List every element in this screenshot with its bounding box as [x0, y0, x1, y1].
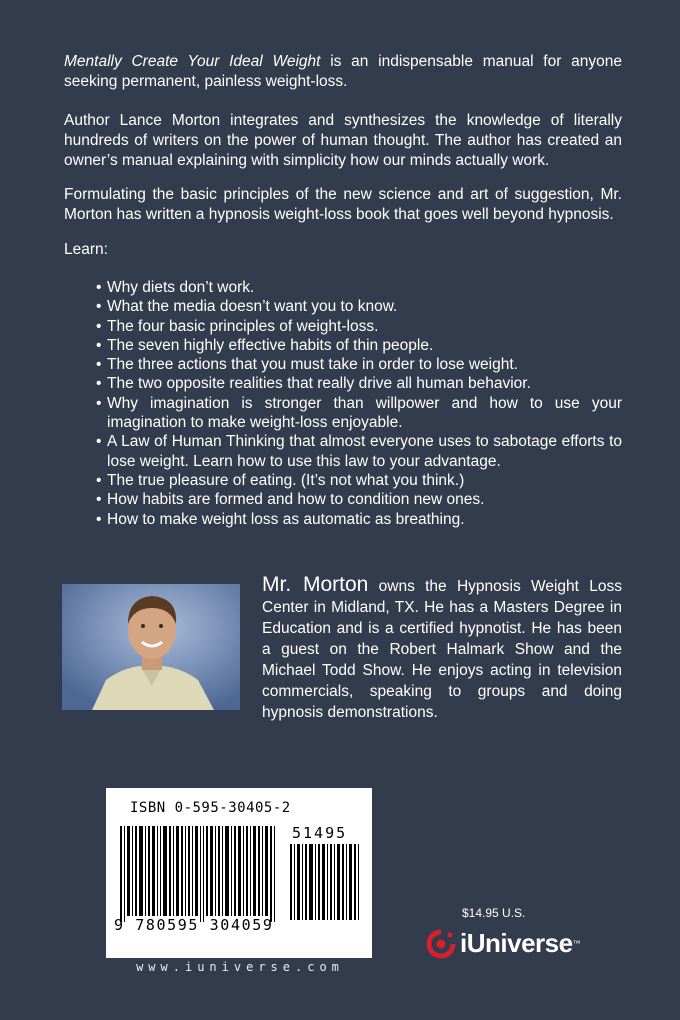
- price-code-digits: 51495: [292, 824, 348, 842]
- learn-item: • The two opposite realities that really drive all human behavior.: [96, 374, 622, 393]
- book-title: Mentally Create Your Ideal Weight: [64, 53, 321, 70]
- learn-list: [96, 278, 622, 529]
- trademark-symbol: ™: [572, 939, 581, 948]
- learn-item: • How habits are formed and how to condition new ones.: [96, 490, 622, 509]
- learn-item: • How to make weight loss as automatic as breathing.: [96, 510, 622, 529]
- publisher-website: www.iuniverse.com: [136, 960, 344, 974]
- learn-item: • The three actions that you must take in order to lose weight.: [96, 355, 622, 374]
- learn-item: • A Law of Human Thinking that almost everyone uses to sabotage efforts to lose weight. Learn how to use this law to your advantage.: [96, 432, 622, 471]
- barcode-panel: [106, 788, 372, 958]
- learn-item: • The four basic principles of weight-loss.: [96, 317, 622, 336]
- author-bio: [262, 574, 622, 723]
- iuniverse-logo-icon: [426, 929, 456, 959]
- author-bio-text: owns the Hypnosis Weight Loss Center in Midland, TX. He has a Masters Degree in Education and is a certified hypnotist. He has been a guest on the Robert Halmark Show and the Michael Todd Show. He enjoys acting in television commercials, speaking to groups and doing hypnosis demonstrations.: [262, 578, 622, 721]
- learn-item: • What the media doesn’t want you to know.: [96, 297, 622, 316]
- principles-paragraph: Formulating the basic principles of the new science and art of suggestion, Mr. Morton has written a hypnosis weight-loss book that goes well beyond hypnosis.: [64, 186, 622, 223]
- learn-heading: Learn:: [64, 241, 108, 258]
- learn-item: • The seven highly effective habits of thin people.: [96, 336, 622, 355]
- learn-item: • The true pleasure of eating. (It’s not what you think.): [96, 471, 622, 490]
- author-name: Mr. Morton: [262, 573, 369, 596]
- ean-digits: 9 780595 304059: [114, 916, 274, 934]
- intro-text: is an indispensable manual for anyone seeking permanent, painless weight-loss.: [64, 53, 622, 90]
- cover-price: $14.95 U.S.: [462, 906, 526, 920]
- publisher-name: iUniverse: [460, 928, 573, 958]
- isbn-label: ISBN 0-595-30405-2: [130, 800, 291, 816]
- learn-item: • Why imagination is stronger than willpower and how to use your imagination to make weight-loss enjoyable.: [96, 394, 622, 433]
- publisher-logo: [426, 928, 581, 959]
- intro-paragraph: [64, 52, 622, 92]
- author-synthesis-paragraph: Author Lance Morton integrates and synthesizes the knowledge of literally hundreds of writers on the power of human thought. The author has created an owner’s manual explaining with simplicity how our minds actually work.: [64, 112, 622, 169]
- learn-item: • Why diets don’t work.: [96, 278, 622, 297]
- author-photo: [62, 584, 240, 710]
